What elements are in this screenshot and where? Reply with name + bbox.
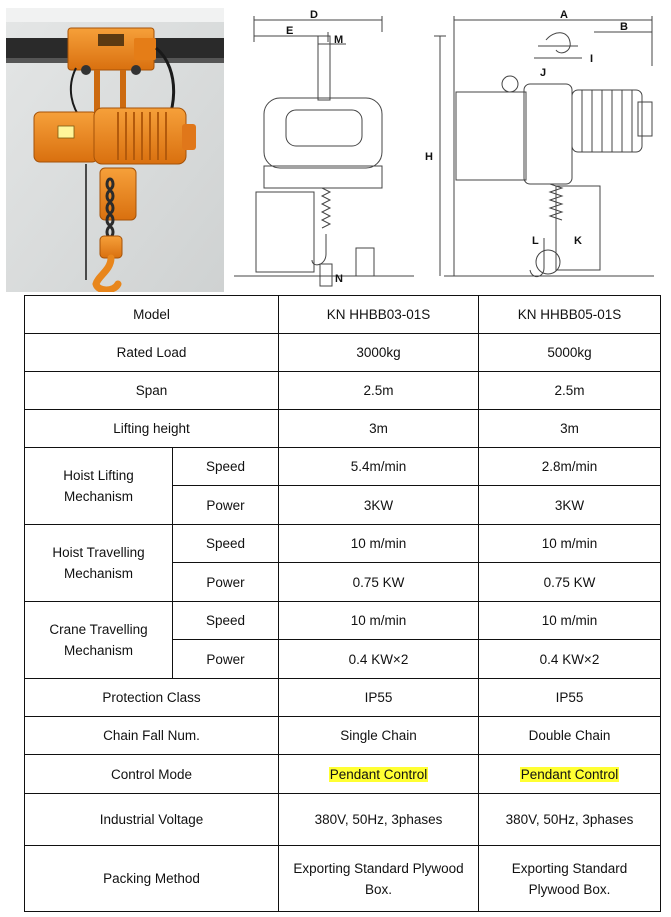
hoist-lifting-speed-col2: 2.8m/min (479, 448, 661, 486)
hoist-travelling-speed-col1: 10 m/min (279, 525, 479, 563)
packing-col1 (279, 846, 479, 912)
protection-class-col2: IP55 (479, 679, 661, 717)
hoist-lifting-line1: Hoist Lifting (63, 468, 134, 483)
lifting-height-label: Lifting height (25, 410, 279, 448)
crane-travelling-group (25, 602, 173, 679)
hoist-photo-illustration (6, 8, 224, 292)
crane-travelling-power-col1: 0.4 KW×2 (279, 640, 479, 679)
table-row-rated-load (25, 334, 661, 372)
hoist-photo (6, 8, 224, 292)
hoist-travelling-line1: Hoist Travelling (52, 545, 145, 560)
packing-label: Packing Method (25, 846, 279, 912)
crane-travelling-speed-col1: 10 m/min (279, 602, 479, 640)
span-col2: 2.5m (479, 372, 661, 410)
crane-travelling-line1: Crane Travelling (49, 622, 148, 637)
rated-load-label: Rated Load (25, 334, 279, 372)
label-d: D (310, 9, 318, 21)
hoist-travelling-power-col2: 0.75 KW (479, 563, 661, 602)
hoist-lifting-power-label: Power (173, 486, 279, 525)
control-mode-col2: Pendant Control (520, 766, 619, 782)
spec-table (24, 295, 661, 912)
label-h: H (425, 151, 433, 163)
dimension-drawing-svg (234, 6, 666, 292)
protection-class-label: Protection Class (25, 679, 279, 717)
table-row-model (25, 296, 661, 334)
span-label: Span (25, 372, 279, 410)
label-e: E (286, 25, 294, 37)
packing-col2-line2: Plywood Box. (528, 881, 611, 897)
rated-load-col2: 5000kg (479, 334, 661, 372)
crane-travelling-line2: Mechanism (63, 643, 134, 658)
span-col1: 2.5m (279, 372, 479, 410)
protection-class-col1: IP55 (279, 679, 479, 717)
table-row-chain-fall (25, 717, 661, 755)
crane-travelling-power-col2: 0.4 KW×2 (479, 640, 661, 679)
packing-col1-line1: Exporting Standard Plywood (293, 860, 464, 876)
table-row-hoist-travelling-speed (25, 525, 661, 563)
control-mode-label: Control Mode (25, 755, 279, 794)
control-mode-col1: Pendant Control (329, 766, 428, 782)
lifting-height-col2: 3m (479, 410, 661, 448)
hoist-travelling-power-label: Power (173, 563, 279, 602)
table-row-protection-class (25, 679, 661, 717)
rated-load-col1: 3000kg (279, 334, 479, 372)
hoist-lifting-speed-col1: 5.4m/min (279, 448, 479, 486)
model-col2: KN HHBB05-01S (479, 296, 661, 334)
table-row-lifting-height (25, 410, 661, 448)
table-row-packing (25, 846, 661, 912)
packing-col1-line2: Box. (364, 881, 392, 897)
hoist-lifting-speed-label: Speed (173, 448, 279, 486)
label-i: I (590, 53, 594, 65)
dimension-drawings (234, 6, 666, 292)
label-m: M (334, 34, 344, 46)
label-b: B (620, 21, 628, 33)
voltage-label: Industrial Voltage (25, 794, 279, 846)
hoist-lifting-power-col1: 3KW (279, 486, 479, 525)
hoist-travelling-line2: Mechanism (63, 566, 134, 581)
table-row-span (25, 372, 661, 410)
table-row-crane-travelling-speed (25, 602, 661, 640)
crane-travelling-speed-label: Speed (173, 602, 279, 640)
table-row-control-mode (25, 755, 661, 794)
hoist-lifting-group (25, 448, 173, 525)
crane-travelling-power-label: Power (173, 640, 279, 679)
model-col1: KN HHBB03-01S (279, 296, 479, 334)
label-k: K (574, 235, 582, 247)
table-row-voltage (25, 794, 661, 846)
lifting-height-col1: 3m (279, 410, 479, 448)
control-mode-col1-cell (279, 755, 479, 794)
hoist-travelling-speed-col2: 10 m/min (479, 525, 661, 563)
table-row-hoist-lifting-speed (25, 448, 661, 486)
crane-travelling-speed-col2: 10 m/min (479, 602, 661, 640)
hoist-lifting-power-col2: 3KW (479, 486, 661, 525)
voltage-col1: 380V, 50Hz, 3phases (279, 794, 479, 846)
label-j: J (540, 67, 547, 79)
packing-col2-line1: Exporting Standard (511, 860, 628, 876)
hoist-travelling-power-col1: 0.75 KW (279, 563, 479, 602)
hoist-travelling-group (25, 525, 173, 602)
label-n: N (335, 273, 343, 285)
label-a: A (560, 9, 568, 21)
model-label: Model (25, 296, 279, 334)
label-l: L (532, 235, 539, 247)
voltage-col2: 380V, 50Hz, 3phases (479, 794, 661, 846)
chain-fall-col2: Double Chain (479, 717, 661, 755)
hoist-travelling-speed-label: Speed (173, 525, 279, 563)
control-mode-col2-cell (479, 755, 661, 794)
chain-fall-col1: Single Chain (279, 717, 479, 755)
packing-col2 (479, 846, 661, 912)
chain-fall-label: Chain Fall Num. (25, 717, 279, 755)
hoist-lifting-line2: Mechanism (63, 489, 134, 504)
